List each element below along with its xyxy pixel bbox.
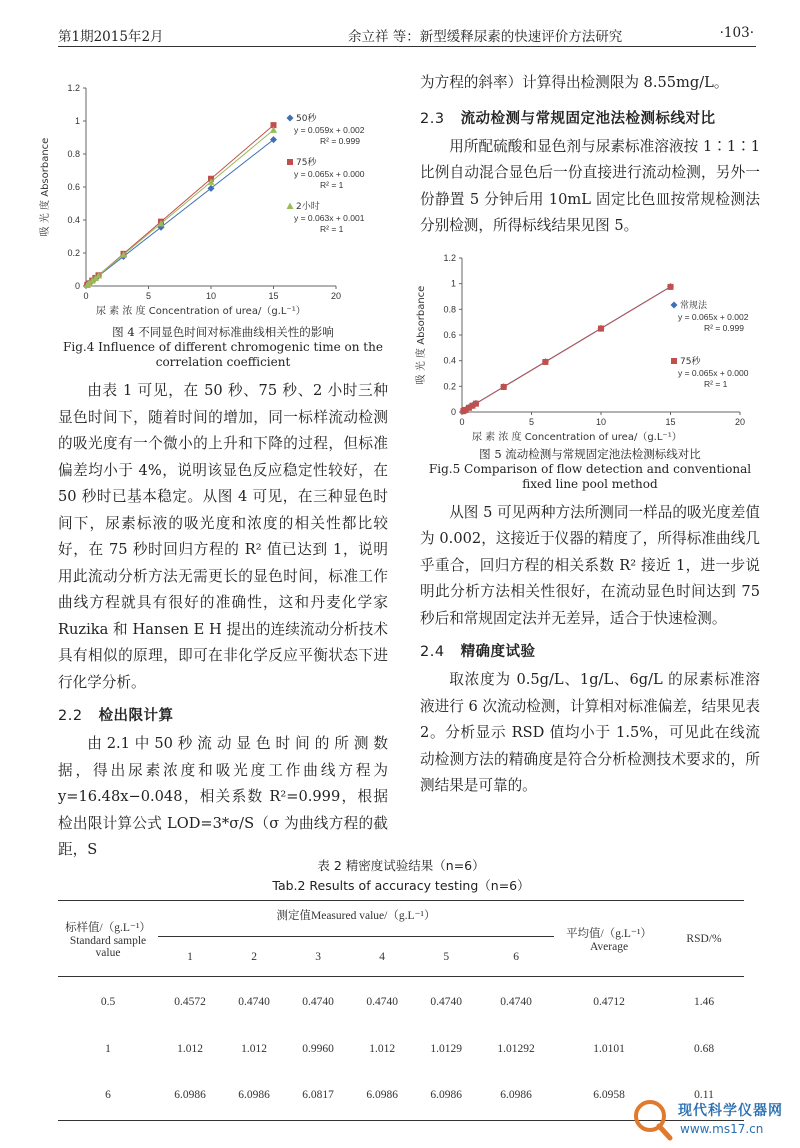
- header-sub-6: 6: [513, 950, 519, 963]
- x-tick-label: 0: [459, 416, 465, 427]
- watermark-url: www.ms17.cn: [680, 1122, 764, 1136]
- header-sub-2: 2: [251, 950, 257, 963]
- table-2: [58, 856, 744, 1121]
- legend-marker: [287, 115, 294, 122]
- header-text: Standard sample: [69, 934, 147, 947]
- x-tick-label: 0: [83, 291, 89, 301]
- watermark: [628, 1096, 798, 1146]
- legend-r-squared: R² = 1: [320, 180, 344, 190]
- section-heading-2-4: [420, 640, 760, 661]
- legend-equation: y = 0.065x + 0.000: [294, 169, 365, 179]
- legend-marker: [671, 358, 677, 364]
- cell: 1.01292: [497, 1042, 535, 1055]
- legend-series-name: 常规法: [680, 300, 708, 311]
- table-2-caption-cn: 表 2 精密度试验结果（n=6）: [317, 858, 485, 873]
- running-header: [58, 22, 756, 47]
- y-tick-label: 0.8: [443, 303, 456, 314]
- header-measured-value: 测定值Measured value/（g.L⁻¹）: [158, 901, 554, 937]
- cell: 6.0986: [366, 1089, 398, 1102]
- figure-4-caption-en-1: Fig.4 Influence of different chromogenic time on the: [63, 340, 383, 354]
- cell: 0.9960: [302, 1042, 334, 1055]
- legend-r-squared: R² = 1: [320, 224, 344, 234]
- figure-4-caption-en-2: correlation coefficient: [155, 355, 291, 369]
- y-tick-label: 0.6: [67, 182, 80, 192]
- cell: 1.46: [693, 995, 715, 1008]
- cell: 6: [105, 1089, 111, 1102]
- header-sub-1: 1: [187, 950, 193, 963]
- legend-series-name: 75秒: [296, 158, 317, 168]
- header-rsd: RSD/%: [686, 932, 722, 945]
- figure-4: [40, 56, 388, 370]
- section-number: 2.3: [420, 110, 445, 127]
- figure-5-caption-en-1: Fig.5 Comparison of flow detection and conventional: [428, 461, 752, 476]
- x-tick-label: 5: [145, 291, 152, 301]
- cell: 0.11: [694, 1089, 714, 1102]
- cell: 0.4740: [302, 995, 334, 1008]
- section-heading-2-3: [420, 107, 760, 128]
- x-tick-label: 15: [665, 416, 676, 427]
- cell: 1.012: [369, 1042, 396, 1055]
- x-tick-label: 10: [205, 291, 217, 301]
- legend-equation: y = 0.065x + 0.000: [678, 367, 749, 378]
- header-sub-3: 3: [315, 950, 321, 963]
- figure-5-chart: [416, 244, 760, 444]
- cell: 0.4740: [430, 995, 463, 1008]
- header-text: 平均值/（g.L⁻¹）: [566, 927, 652, 940]
- data-point: [598, 325, 604, 331]
- cell: 1.012: [177, 1042, 203, 1055]
- data-point: [473, 400, 479, 406]
- x-tick-label: 15: [268, 291, 279, 301]
- cell: 0.68: [693, 1042, 715, 1055]
- x-tick-label: 5: [528, 416, 535, 427]
- section-title: 检出限计算: [98, 708, 174, 724]
- figure-4-chart: [40, 56, 388, 322]
- legend-equation: y = 0.065x + 0.002: [678, 311, 749, 322]
- article-title-header: 余立祥 等：新型缓释尿素的快速评价方法研究: [348, 29, 623, 45]
- paragraph: 由 2.1 中 50 秒 流 动 显 色 时 间 的 所 测 数 据，得出尿素浓度和吸光度工作曲线方程为 y=16.48x−0.048，相关系数 R²=0.999，根据检出限计算公式 LOD=3*σ/S（σ 为曲线方程的截距，S: [58, 735, 388, 858]
- legend-series-name: 75秒: [680, 356, 701, 367]
- legend-r-squared: R² = 0.999: [704, 322, 744, 333]
- paragraph: 为方程的斜率）计算得出检测限为 8.55mg/L。: [420, 74, 729, 91]
- data-point: [542, 358, 548, 364]
- header-average: [554, 901, 664, 977]
- header-text: Average: [589, 940, 629, 953]
- cell: 0.4740: [500, 995, 532, 1008]
- x-axis-label: 尿 素 浓 度 Concentration of urea/（g.L⁻¹）: [472, 431, 682, 443]
- y-axis-label: 吸 光 度 Absorbance: [416, 285, 427, 384]
- legend-series-name: 2小时: [296, 202, 320, 212]
- y-tick-label: 0.2: [443, 380, 456, 391]
- figure-5-caption-en-2: fixed line pool method: [522, 476, 658, 491]
- header-text: 标样值/（g.L⁻¹）: [65, 921, 151, 934]
- watermark-site-name: 现代科学仪器网: [678, 1103, 783, 1119]
- x-axis-label: 尿 素 浓 度 Concentration of urea/（g.L⁻¹）: [96, 306, 306, 317]
- figure-5-caption-cn: 图 5 流动检测与常规固定池法检测标线对比: [479, 446, 701, 461]
- cell: 6.0958: [593, 1089, 625, 1102]
- section-title: 流动检测与常规固定池法检测标线对比: [460, 110, 716, 127]
- y-tick-label: 1.2: [443, 252, 456, 263]
- figure-5: [416, 244, 760, 492]
- header-text: value: [95, 946, 121, 959]
- legend-marker: [287, 203, 294, 210]
- y-tick-label: 1: [450, 278, 456, 289]
- trendline: [86, 130, 274, 286]
- cell: 0.4740: [238, 995, 270, 1008]
- y-tick-label: 0: [450, 406, 456, 417]
- cell: 1.012: [241, 1042, 267, 1055]
- table-row: [58, 977, 744, 1027]
- header-sub-4: 4: [379, 950, 386, 963]
- y-tick-label: 1.2: [67, 83, 80, 93]
- table-2-caption-en: Tab.2 Results of accuracy testing（n=6）: [272, 878, 530, 893]
- legend-r-squared: R² = 0.999: [320, 136, 360, 146]
- y-tick-label: 0: [74, 281, 80, 291]
- section-number: 2.2: [58, 708, 83, 724]
- y-tick-label: 0.6: [443, 329, 456, 340]
- y-tick-label: 0.8: [67, 149, 80, 159]
- cell: 6.0986: [500, 1089, 532, 1102]
- cell: 1.0101: [593, 1042, 625, 1055]
- issue-date: 第1期2015年2月: [58, 29, 164, 45]
- legend-series-name: 50秒: [296, 114, 317, 124]
- y-tick-label: 0.2: [67, 248, 80, 258]
- header-sub-5: 5: [443, 950, 450, 963]
- section-heading-2-2: [58, 704, 388, 725]
- paragraph: 由表 1 可见，在 50 秒、75 秒、2 小时三种显色时间下，随着时间的增加，同一标样流动检测的吸光度有一个微小的上升和下降的过程，但标准偏差均小于 4%，说明该显色反应稳定性较好，在 50 秒时已基本稳定。从图 4 可见，在三种显色时间下，尿素标液的吸光度和浓度的相关性都比较好，在 75 秒时回归方程的 R² 值已达到 1，说明用此流动分析方法无需更长的显色时间，标准工作曲线方程就具有很好的准确性，这和丹麦化学家 Ruzika 和 Hansen E H 提出的连续流动分析技术具有相似的原理，即可在非化学反应平衡状态下进行化学分析。: [58, 382, 388, 691]
- legend-marker: [671, 301, 678, 308]
- left-column: [40, 56, 388, 864]
- cell: 0.4740: [366, 995, 398, 1008]
- cell: 1: [105, 1042, 111, 1055]
- x-tick-label: 20: [734, 416, 746, 427]
- cell: 0.5: [100, 995, 116, 1008]
- cell: 6.0817: [302, 1089, 334, 1102]
- cell: 6.0986: [430, 1089, 463, 1102]
- legend-marker: [287, 159, 293, 165]
- header-standard-value: [58, 901, 158, 977]
- paragraph: 从图 5 可见两种方法所测同一样品的吸光度差值为 0.002，这接近于仪器的精度了，所得标准曲线几乎重合，回归方程的相关系数 R² 接近 1，进一步说明此分析方法相关性很好，在流动显色时间达到 75 秒后和常规固定法并无差异，适合于快速检测。: [420, 503, 760, 627]
- x-tick-label: 20: [330, 291, 342, 301]
- section-title: 精确度试验: [460, 644, 536, 660]
- y-tick-label: 0.4: [67, 215, 80, 225]
- trendline: [86, 140, 274, 286]
- y-axis-label: 吸 光 度 Absorbance: [40, 137, 51, 237]
- cell: 0.4572: [174, 995, 206, 1008]
- legend-equation: y = 0.059x + 0.002: [294, 125, 365, 135]
- cell: 6.0986: [174, 1089, 206, 1102]
- legend-equation: y = 0.063x + 0.001: [294, 213, 365, 223]
- magnifier-logo-icon: [628, 1096, 674, 1142]
- y-tick-label: 0.4: [443, 355, 456, 366]
- figure-4-caption-cn: 图 4 不同显色时间对标准曲线相关性的影响: [112, 325, 334, 339]
- precision-table: [58, 900, 744, 1121]
- x-tick-label: 10: [595, 416, 607, 427]
- legend-r-squared: R² = 1: [704, 378, 728, 389]
- cell: 0.4712: [593, 995, 625, 1008]
- right-column: [416, 56, 760, 800]
- trendline: [462, 286, 671, 411]
- cell: 6.0986: [238, 1089, 270, 1102]
- section-number: 2.4: [420, 644, 445, 660]
- cell: 1.0129: [430, 1042, 463, 1055]
- page-number: ·103·: [719, 25, 754, 41]
- y-tick-label: 1: [74, 116, 80, 126]
- data-point: [668, 283, 674, 289]
- data-point: [501, 383, 507, 389]
- paragraph: 取浓度为 0.5g/L、1g/L、6g/L 的尿素标准溶液进行 6 次流动检测，计算相对标准偏差，结果见表 2。分析显示 RSD 值均小于 1.5%，可见此在线流动检测方法的精确度是符合分析检测技术要求的，所测结果是可靠的。: [420, 671, 760, 794]
- paragraph: 用所配硫酸和显色剂与尿素标准溶液按 1∶1∶1 比例自动混合显色后一份直接进行流动检测，另外一份静置 5 分钟后用 10mL 固定比色皿按常规检测法分别检测，所得标线结果见图 5。: [420, 137, 760, 234]
- table-row: [58, 1027, 744, 1071]
